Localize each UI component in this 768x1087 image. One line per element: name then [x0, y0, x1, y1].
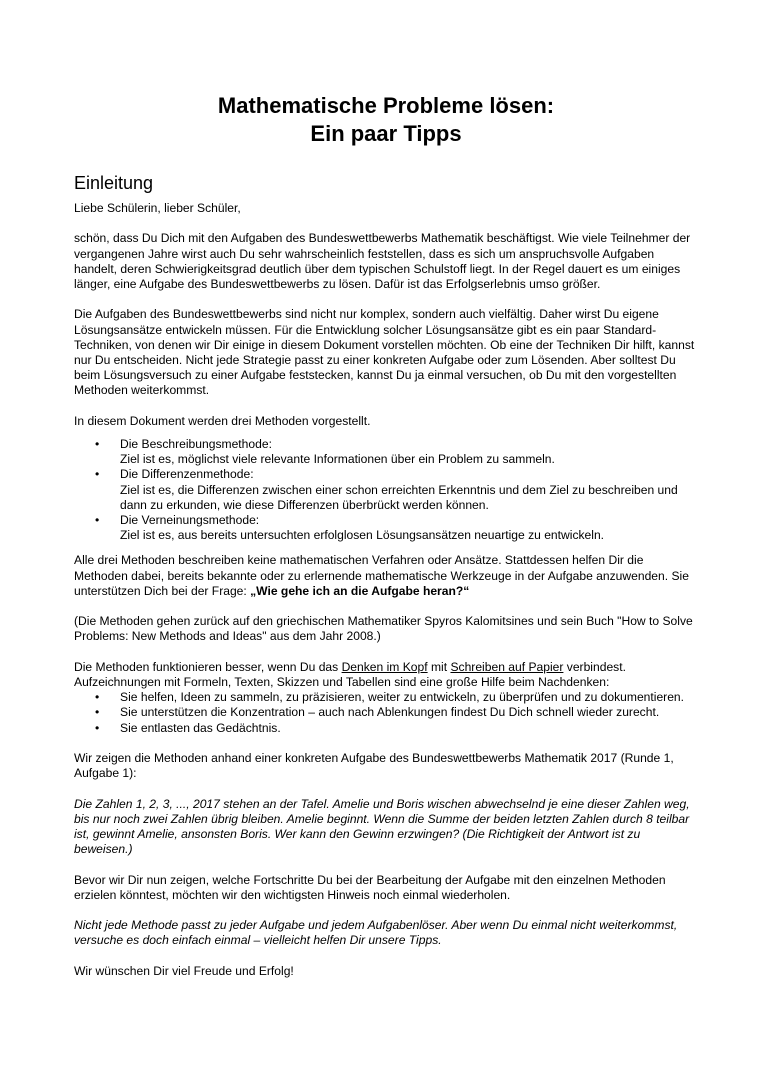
- greeting: Liebe Schülerin, lieber Schüler,: [74, 201, 241, 215]
- paragraph-4-text: Alle drei Methoden beschreiben keine mathematischen Verfahren oder Ansätze. Stattdessen helfen Dir die Methoden dabei, bereits bekannte oder zu erlernende mathematische Werkzeuge in der Aufgabe anzuwenden. Sie unterstützen Dich bei der Frage:: [74, 553, 689, 598]
- paragraph-3: In diesem Dokument werden drei Methoden vorgestellt.: [74, 413, 371, 428]
- paragraph-6: [74, 660, 698, 690]
- benefits-list: [74, 690, 698, 736]
- document-body: [74, 201, 698, 994]
- paragraph-5: (Die Methoden gehen zurück auf den griechischen Mathematiker Spyros Kalomitsines und sein Buch "How to Solve Problems: New Methods and Ideas" aus dem Jahr 2008.): [74, 614, 693, 644]
- method-description: Ziel ist es, die Differenzen zwischen einer schon erreichten Erkenntnis und dem Ziel zu beschreiben und dann zu erkunden, wie diese Differenzen überbrückt werden können.: [120, 482, 678, 512]
- method-item: [74, 467, 698, 513]
- paragraph-6-post: verbindest. Aufzeichnungen mit Formeln, Texten, Skizzen und Tabellen sind eine große Hilfe beim Nachdenken:: [74, 659, 626, 690]
- paragraph-2: Die Aufgaben des Bundeswettbewerbs sind nicht nur komplex, sondern auch vielfältig. Daher wirst Du eigene Lösungsansätze entwickeln müssen. Für die Entwicklung solcher Lösungsansätze gibt es ein paar Standard-Techniken, von denen wir Dir einige in diesem Dokument vorstellen möchten. Ob eine der Techniken Dir hilft, kannst nur Du entscheiden. Nicht jede Strategie passt zu einer konkreten Aufgabe oder zum Lösenden. Aber solltest Du beim Lösungsversuch zu einer Aufgabe feststecken, kannst Du ja einmal versuchen, ob Du mit den vorgestellten Methoden weiterkommst.: [74, 307, 695, 398]
- paragraph-8: Bevor wir Dir nun zeigen, welche Fortschritte Du bei der Bearbeitung der Aufgabe mit den einzelnen Methoden erzielen könntest, möchten wir den wichtigsten Hinweis noch einmal wiederholen.: [74, 872, 666, 902]
- method-name: Die Verneinungsmethode:: [120, 513, 260, 528]
- method-description: Ziel ist es, möglichst viele relevante Informationen über ein Problem zu sammeln.: [120, 452, 555, 467]
- benefit-item: • Sie unterstützen die Konzentration – auch nach Ablenkungen findest Du Dich schnell wieder zurecht.: [74, 705, 698, 720]
- method-item: [74, 513, 698, 543]
- method-description: Ziel ist es, aus bereits untersuchten erfolglosen Lösungsansätzen neuartige zu entwickeln.: [120, 528, 605, 543]
- title-line-2: Ein paar Tipps: [310, 121, 462, 146]
- section-heading: Einleitung: [74, 173, 154, 193]
- paragraph-1: schön, dass Du Dich mit den Aufgaben des Bundeswettbewerbs Mathematik beschäftigst. Wie viele Teilnehmer der vergangenen Jahre wirst auch Du sehr wahrscheinlich feststellen, dass es sich um anspruchsvolle Aufgaben handelt, deren Schwierigkeitsgrad deutlich über dem typischen Schulstoff liegt. In der Regel dauert es um einiges länger, eine Aufgabe des Bundeswettbewerbs zu lösen. Dafür ist das Erfolgserlebnis umso größer.: [74, 231, 691, 291]
- benefit-item: • Sie helfen, Ideen zu sammeln, zu präzisieren, weiter zu entwickeln, zu überprüfen und zu dokumentieren.: [74, 690, 698, 705]
- title-line-1: Mathematische Probleme lösen:: [217, 93, 555, 118]
- hint-quote: Nicht jede Methode passt zu jeder Aufgabe und jedem Aufgabenlöser. Aber wenn Du einmal nicht weiterkommst, versuche es doch einfach einmal – vielleicht helfen Dir unsere Tipps.: [74, 918, 678, 948]
- paragraph-7: Wir zeigen die Methoden anhand einer konkreten Aufgabe des Bundeswettbewerbs Mathematik 2017 (Runde 1, Aufgabe 1):: [74, 751, 674, 781]
- paragraph-6-pre: Die Methoden funktionieren besser, wenn Du das: [74, 659, 342, 674]
- key-question: „Wie gehe ich an die Aufgabe heran?“: [250, 583, 470, 598]
- paragraph-6-mid: mit: [427, 659, 451, 674]
- schreiben-auf-papier-link[interactable]: Schreiben auf Papier: [450, 659, 564, 674]
- problem-statement: Die Zahlen 1, 2, 3, ..., 2017 stehen an der Tafel. Amelie und Boris wischen abwechselnd je eine dieser Zahlen weg, bis nur noch zwei Zahlen übrig bleiben. Amelie beginnt. Wenn die Summe der beiden letzten Zahlen durch 8 teilbar ist, gewinnt Amelie, ansonsten Boris. Wer kann den Gewinn erzwingen? (Die Richtigkeit der Antwort ist zu beweisen.): [74, 796, 690, 857]
- method-name: Die Differenzenmethode:: [120, 467, 254, 482]
- methods-list: [74, 437, 698, 543]
- method-item: [74, 437, 698, 467]
- paragraph-4: [74, 553, 698, 599]
- document-title: [74, 92, 698, 148]
- benefit-item: • Sie entlasten das Gedächtnis.: [74, 721, 698, 736]
- method-name: Die Beschreibungsmethode:: [120, 437, 272, 451]
- closing-line: Wir wünschen Dir viel Freude und Erfolg!: [74, 963, 294, 978]
- denken-im-kopf-link[interactable]: Denken im Kopf: [341, 659, 428, 674]
